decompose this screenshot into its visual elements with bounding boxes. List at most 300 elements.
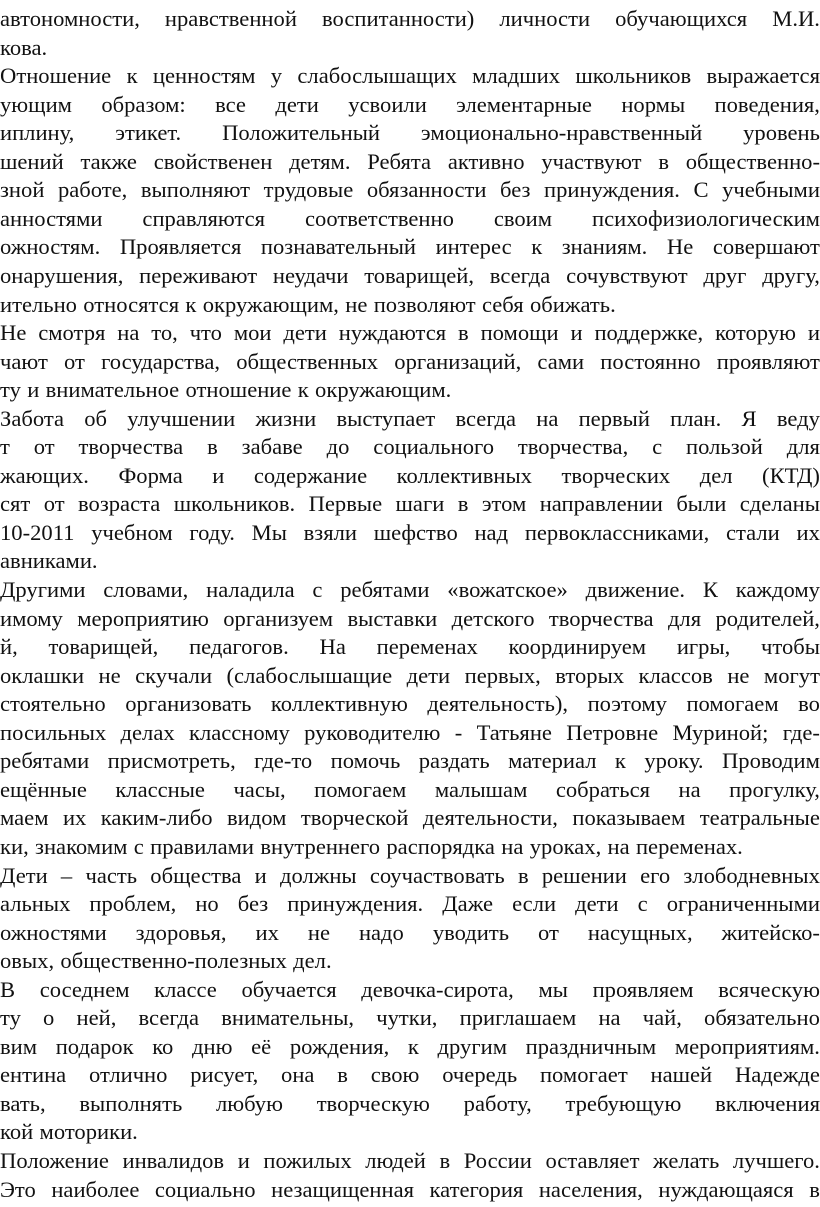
word: всегда (455, 405, 517, 431)
word: праздничным (525, 1033, 657, 1059)
word: воспитанности) (321, 6, 475, 31)
word: творческих (561, 462, 671, 488)
word: свойственен (153, 148, 273, 174)
word: ней, (76, 1005, 117, 1031)
word: то, (151, 320, 178, 346)
word: выражается (706, 63, 820, 89)
word: окружающим, (202, 291, 339, 317)
word: в (658, 148, 669, 174)
word: мои (233, 320, 272, 346)
text-line (0, 517, 820, 549)
word: школьников. (173, 491, 296, 517)
word: не (345, 291, 368, 317)
word: посильных (0, 719, 107, 745)
word: на (598, 1005, 621, 1031)
word: ребятами (340, 577, 430, 602)
word: в (439, 1148, 451, 1173)
word: ребятами (0, 748, 90, 774)
word: знакомим (35, 833, 128, 859)
word: другим (437, 1033, 507, 1059)
word: и (807, 320, 820, 346)
word: ки, (0, 833, 29, 859)
word: к (297, 377, 309, 403)
word: не (307, 919, 330, 945)
word: о (43, 1005, 55, 1031)
text-line (0, 460, 820, 492)
word: возраста (78, 491, 161, 517)
word: классному (188, 719, 290, 745)
text-line (0, 403, 820, 435)
word: выступает (336, 405, 436, 431)
word: не (727, 662, 750, 688)
word: пользой (686, 434, 763, 460)
word: Положительный (222, 120, 380, 146)
word: поэтому (587, 691, 667, 717)
text-line (0, 1002, 820, 1034)
word: без (237, 891, 269, 917)
word: над (474, 519, 509, 545)
word: познавательный (260, 234, 417, 260)
word: содержание (253, 462, 368, 488)
word: общества (150, 862, 242, 888)
word: видом (226, 805, 287, 831)
word: справляются (142, 205, 266, 231)
word: на (678, 776, 701, 802)
word: выполнять (79, 1090, 183, 1116)
word: общественных (236, 348, 379, 374)
word: лучшего. (732, 1148, 820, 1173)
word: классе (154, 976, 217, 1002)
word: желать (653, 1148, 720, 1173)
word: детского (451, 605, 535, 631)
word: своим (493, 205, 553, 231)
word: словами, (103, 577, 189, 602)
text-line (0, 631, 820, 663)
word: где- (782, 719, 820, 745)
text-line (0, 1088, 820, 1120)
word: ожностями (0, 919, 107, 945)
word: часы, (233, 776, 286, 802)
word: улучшении (127, 405, 236, 431)
word: всяческую (718, 976, 820, 1002)
word: с (652, 434, 663, 460)
text-line (0, 688, 820, 720)
word: детям. (289, 148, 351, 174)
word: дети (406, 662, 451, 688)
word: злободневных (683, 862, 820, 888)
word: требующую (565, 1090, 682, 1116)
word: подарок (55, 1033, 134, 1059)
word: Проявляется (119, 234, 242, 260)
word: первоклассниками, (524, 519, 710, 545)
word: нуждающаяся (658, 1176, 794, 1202)
word: внимательны, (221, 1005, 355, 1031)
word: помочь (330, 748, 401, 774)
text-line (0, 1031, 820, 1063)
word: знаниям. (561, 234, 648, 260)
text-line (0, 660, 820, 692)
word: и (212, 462, 225, 488)
word: вторых (555, 662, 625, 688)
word: его (640, 862, 671, 888)
word: коллективную (270, 691, 408, 717)
word: выставки (347, 605, 438, 631)
word: на (607, 833, 630, 859)
word: этикет. (115, 120, 182, 146)
word: показываем (572, 805, 686, 831)
word: включения (715, 1090, 820, 1116)
word: часть (85, 862, 138, 888)
word: руководителю (304, 719, 441, 745)
word: прогулку, (729, 776, 820, 802)
word: слабослышащих (297, 63, 457, 89)
word: игры, (676, 634, 731, 660)
word: рождения, (289, 1033, 390, 1059)
word: присмотреть, (107, 748, 236, 774)
word: для (786, 434, 820, 460)
text-line (0, 174, 820, 206)
text-line (0, 231, 820, 263)
word: зной (0, 177, 45, 203)
word: совершают (712, 234, 820, 260)
word: Форма (118, 462, 183, 488)
word: оставляет (545, 1148, 640, 1173)
word: и (570, 320, 583, 346)
word: отлично (89, 1062, 168, 1088)
word: в (207, 434, 218, 460)
word: первых, (464, 662, 541, 688)
text-line (0, 32, 820, 64)
word: чай, (642, 1005, 682, 1031)
word: друг (703, 262, 747, 288)
word: в (457, 491, 469, 517)
word: с (637, 891, 648, 917)
text-line (0, 260, 820, 292)
word: Другими (0, 577, 86, 602)
word: мы (538, 976, 568, 1002)
word: Первые (308, 491, 383, 517)
word: ующим (0, 91, 72, 117)
word: собраться (555, 776, 651, 802)
word: К (702, 577, 718, 602)
word: её (251, 1033, 272, 1059)
word: все (215, 91, 246, 117)
word: на (117, 320, 140, 346)
word: рисует, (190, 1062, 259, 1088)
word: об (84, 405, 108, 431)
word: учебными (722, 177, 820, 203)
word: деятельности, (422, 805, 558, 831)
word: если (512, 891, 557, 917)
word: В (0, 976, 16, 1002)
word: делах (120, 719, 175, 745)
word: здоровья, (135, 919, 227, 945)
word: веду (776, 405, 820, 431)
word: категория (429, 1176, 524, 1202)
word: онарушения, (0, 262, 124, 288)
word: нашей (650, 1062, 713, 1088)
word: Отношение (0, 63, 112, 89)
word: вим (0, 1033, 38, 1059)
word: от (33, 434, 55, 460)
word: товарищей, (364, 262, 475, 288)
word: нормы (621, 91, 686, 117)
word: помогаем (686, 691, 779, 717)
word: надо (358, 919, 404, 945)
text-line (0, 1145, 820, 1177)
word: материал (508, 748, 597, 774)
word: вать, (0, 1090, 46, 1116)
word: принуждения. (543, 177, 680, 203)
word: всегда (138, 1005, 200, 1031)
word: дел (699, 462, 733, 488)
word: ожностям. (0, 234, 101, 260)
text-line (0, 3, 820, 35)
word: классов (638, 662, 713, 688)
word: иплину, (0, 120, 75, 146)
word: учебном (91, 519, 173, 545)
word: М.И. (772, 6, 820, 31)
word: к (185, 291, 197, 317)
text-line (0, 346, 820, 378)
word: ительно (0, 291, 77, 317)
word: их (62, 805, 87, 831)
word: театральные (699, 805, 820, 831)
word: автономности, (0, 6, 140, 31)
word: от (64, 348, 85, 374)
word: уводить (432, 919, 510, 945)
word: внимательное (45, 377, 180, 403)
word: могут (763, 662, 820, 688)
word: и (27, 377, 40, 403)
word: отношение (185, 377, 292, 403)
text-line (0, 60, 820, 92)
text-line (0, 917, 820, 949)
word: к (407, 1033, 419, 1059)
word: неудачи (272, 262, 349, 288)
word: наиболее (51, 1176, 140, 1202)
word: обязательно (704, 1005, 820, 1031)
text-line (0, 802, 820, 834)
word: стали (725, 519, 780, 545)
word: людей (365, 1148, 426, 1173)
word: не (98, 662, 121, 688)
word: должны (279, 862, 357, 888)
word: коллективных (396, 462, 532, 488)
word: родителей, (715, 605, 820, 631)
word: свою (370, 1062, 420, 1088)
word: Татьяне (476, 719, 552, 745)
word: дети (283, 320, 327, 346)
word: чают (0, 348, 48, 374)
text-line (0, 317, 820, 349)
word: – (60, 862, 73, 888)
text-line (0, 545, 820, 577)
text-line (0, 831, 820, 863)
word: любую (215, 1090, 283, 1116)
word: направлении (539, 491, 663, 517)
word: социального (373, 434, 494, 460)
word: соответственно (305, 205, 454, 231)
word: участвуют (541, 148, 642, 174)
word: обучается (241, 976, 337, 1002)
word: выполняют (140, 177, 251, 203)
text-line (0, 89, 820, 121)
text-line (0, 974, 820, 1006)
word: житейско- (721, 919, 820, 945)
word: мероприятию (77, 605, 209, 631)
word: незащищенная (271, 1176, 415, 1202)
word: Даже (442, 891, 494, 917)
word: от (538, 919, 559, 945)
word: творческую (316, 1090, 430, 1116)
word: деятельность), (427, 691, 569, 717)
text-line (0, 431, 820, 463)
word: чутки, (376, 1005, 438, 1031)
word: обучающихся (615, 6, 748, 31)
word: помогаем (314, 776, 407, 802)
word: альных (0, 891, 71, 917)
word: соучаствовать (369, 862, 505, 888)
word: С (693, 177, 709, 203)
word: имому (0, 605, 63, 631)
word: в (517, 862, 529, 888)
word: ко (152, 1033, 174, 1059)
word: соседнем (39, 976, 130, 1002)
word: т (0, 434, 10, 460)
word: взяли (303, 519, 357, 545)
word: шефство (373, 519, 458, 545)
word: этом (481, 491, 527, 517)
word: себя (481, 291, 524, 317)
word: работе, (57, 177, 128, 203)
word: школьников (575, 63, 692, 89)
word: работу, (463, 1090, 532, 1116)
word: скучали (135, 662, 213, 688)
word: но (195, 891, 219, 917)
word: моторики. (39, 1119, 138, 1145)
word: где-то (254, 748, 313, 774)
text-line (0, 1059, 820, 1091)
word: Ребята (367, 148, 432, 174)
word: очередь (442, 1062, 518, 1088)
text-line (0, 1174, 820, 1206)
word: анностями (0, 205, 103, 231)
word: без (500, 177, 531, 203)
word: к (126, 63, 138, 89)
word: каким-либо (100, 805, 213, 831)
word: кой (0, 1119, 34, 1145)
word: России (463, 1148, 532, 1173)
word: Я (741, 405, 757, 431)
word: овых, (0, 948, 55, 974)
word: Положение (0, 1148, 109, 1173)
word: творческой (300, 805, 409, 831)
word: Забота (0, 405, 65, 431)
text-line (0, 717, 820, 749)
word: проявляют (716, 348, 820, 374)
word: населения, (538, 1176, 643, 1202)
word: шений (0, 148, 64, 174)
word: забаве (241, 434, 303, 460)
word: с (312, 577, 323, 602)
word: Дети (0, 862, 48, 888)
word: жизни (255, 405, 317, 431)
word: активно (447, 148, 525, 174)
word: трудовые (263, 177, 354, 203)
word: сят (0, 491, 31, 517)
text-line (0, 146, 820, 178)
word: 10-2011 (0, 519, 75, 545)
text-line (0, 488, 820, 520)
text-line (0, 774, 820, 806)
word: в (809, 1176, 820, 1202)
word: первый (578, 405, 650, 431)
word: помогает (539, 1062, 628, 1088)
word: маем (0, 805, 49, 831)
word: относятся (83, 291, 180, 317)
word: интерес (435, 234, 512, 260)
word: общественно-полезных (60, 948, 287, 974)
word: с (133, 833, 144, 859)
word: окружающим. (315, 377, 452, 403)
word: уровень (743, 120, 820, 146)
word: й, (0, 634, 18, 660)
word: до (326, 434, 350, 460)
word: на (501, 833, 524, 859)
word: дети (575, 891, 619, 917)
word: в (458, 320, 469, 346)
word: (слабослышащие (226, 662, 393, 688)
word: сочувствуют (566, 262, 688, 288)
word: приглашаем (459, 1005, 577, 1031)
word: у (270, 63, 283, 89)
text-line (0, 117, 820, 149)
word: поведения, (714, 91, 820, 117)
word: правилами (150, 833, 254, 859)
word: наладила (206, 577, 295, 602)
word: ограниченными (666, 891, 820, 917)
word: На (319, 634, 346, 660)
word: мероприятиям. (674, 1033, 820, 1059)
word: позволяют (373, 291, 476, 317)
text-line (0, 860, 820, 892)
word: и (237, 1148, 250, 1173)
word: пожилых (263, 1148, 352, 1173)
text-line (0, 945, 820, 977)
word: Это (0, 1176, 36, 1202)
word: и (254, 862, 267, 888)
text-line (0, 888, 820, 920)
word: обязанности (366, 177, 487, 203)
word: шаги (395, 491, 445, 517)
word: во (798, 691, 820, 717)
word: всегда (489, 262, 551, 288)
word: смотря (38, 320, 106, 346)
word: году. (189, 519, 235, 545)
word: образом: (101, 91, 186, 117)
word: уроку. (644, 748, 704, 774)
word: на (536, 405, 559, 431)
word: внутреннего (260, 833, 381, 859)
word: жающих. (0, 462, 89, 488)
word: девочка-сирота, (361, 976, 514, 1002)
word: дел. (293, 948, 332, 974)
word: их (255, 919, 279, 945)
word: (КТД) (762, 462, 820, 488)
word: Не (666, 234, 694, 260)
word: педагогов. (189, 634, 289, 660)
